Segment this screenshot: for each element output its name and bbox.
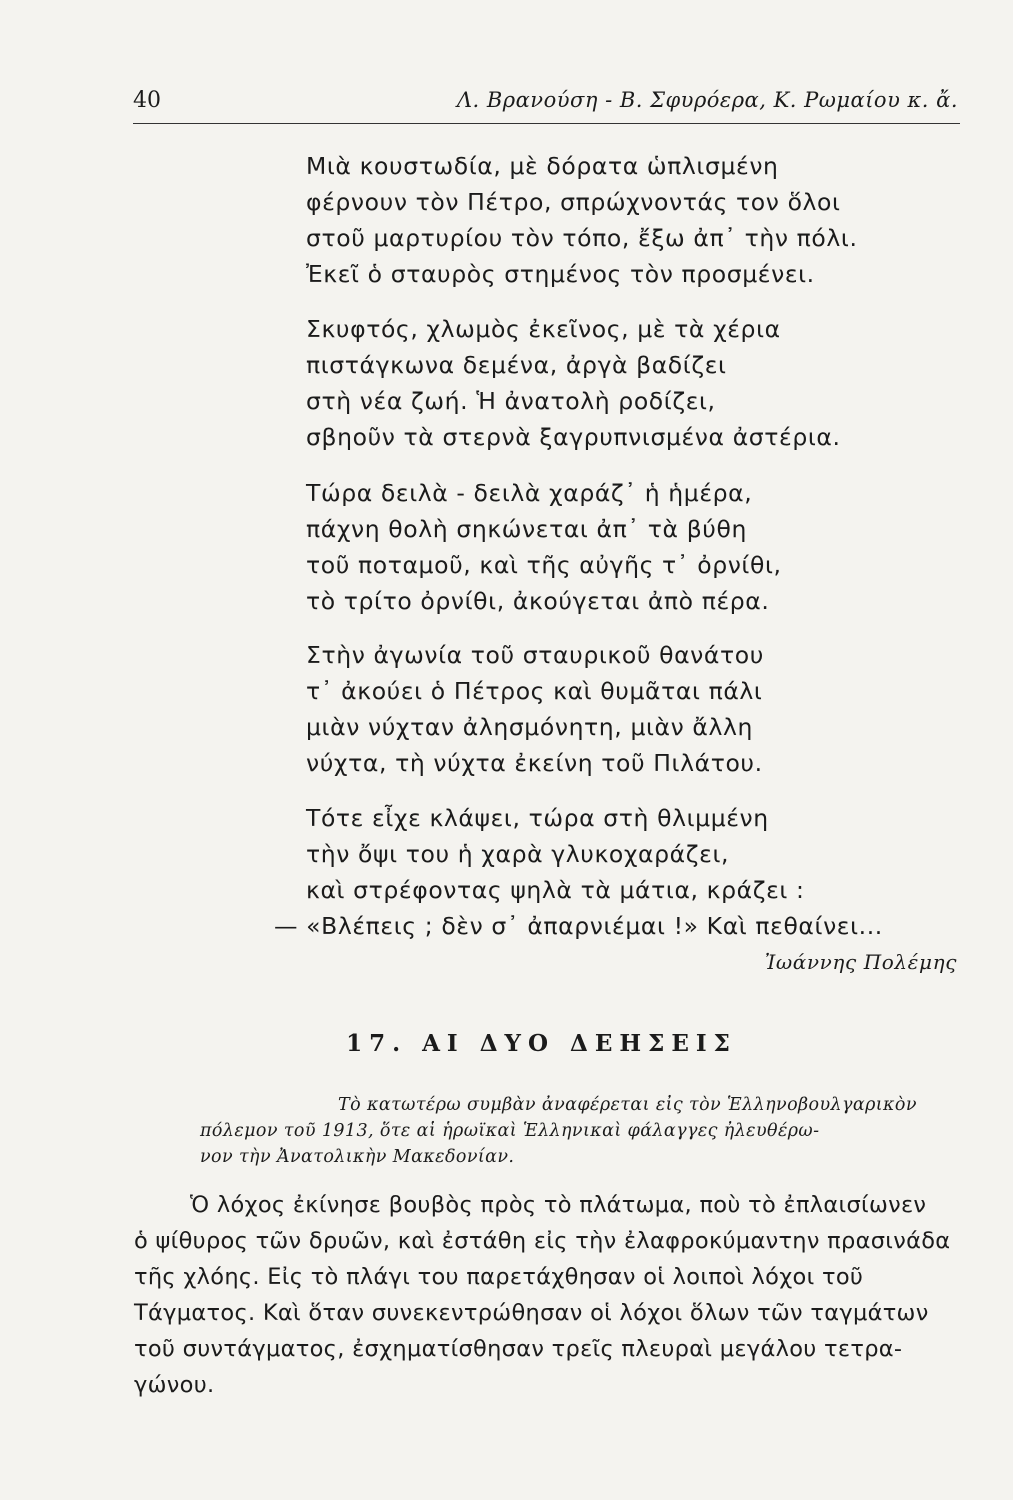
poem-line: σβηοῦν τὰ στερνὰ ξαγρυπνισμένα ἀστέρια. <box>306 423 841 451</box>
poem-line: στὴ νέα ζωή. Ἡ ἀνατολὴ ροδίζει, <box>306 387 716 415</box>
section-title-text: 17. ΑΙ ΔΥΟ ΔΕΗΣΕΙΣ <box>346 1030 737 1057</box>
poem-line: πάχνη θολὴ σηκώνεται ἀπ᾿ τὰ βύθη <box>306 515 747 543</box>
running-head: Λ. Βρανούση - Β. Σφυρόερα, Κ. Ρωμαίου κ. ἄ. <box>456 88 958 112</box>
page-header <box>133 86 960 122</box>
poem-line: τὸ τρίτο ὀρνίθι, ἀκούγεται ἀπὸ πέρα. <box>306 587 770 615</box>
prose-line: Τάγματος. Καὶ ὅταν συνεκεντρώθησαν οἱ λόχοι ὅλων τῶν ταγμάτων <box>134 1300 929 1326</box>
poem-line: στοῦ μαρτυρίου τὸν τόπο, ἔξω ἀπ᾿ τὴν πόλι. <box>306 224 858 252</box>
poem-line: Στὴν ἀγωνία τοῦ σταυρικοῦ θανάτου <box>306 641 764 669</box>
poem-line: φέρνουν τὸν Πέτρο, σπρώχνοντάς τον ὅλοι <box>306 188 841 216</box>
header-rule <box>133 123 960 124</box>
poem-author: Ἰωάννης Πολέμης <box>764 950 957 974</box>
poem-line: Ἐκεῖ ὁ σταυρὸς στημένος τὸν προσμένει. <box>306 260 815 288</box>
prose-line: τῆς χλόης. Εἰς τὸ πλάγι του παρετάχθησαν οἱ λοιποὶ λόχοι τοῦ <box>134 1264 864 1290</box>
poem-line: Σκυφτός, χλωμὸς ἐκεῖνος, μὲ τὰ χέρια <box>306 315 781 343</box>
poem-line: Μιὰ κουστωδία, μὲ δόρατα ὡπλισμένη <box>306 152 779 180</box>
poem-line: — «Βλέπεις ; δὲν σ᾿ ἀπαρνιέμαι !» Καὶ πεθαίνει... <box>274 912 883 940</box>
poem-line: τὴν ὄψι του ἡ χαρὰ γλυκοχαράζει, <box>306 840 730 868</box>
poem-line: τοῦ ποταμοῦ, καὶ τῆς αὐγῆς τ᾿ ὀρνίθι, <box>306 551 782 579</box>
prose-line: γώνου. <box>134 1372 215 1398</box>
note-line: πόλεμον τοῦ 1913, ὅτε αἱ ἡρωϊκαὶ Ἑλληνικαὶ φάλαγγες ἠλευθέρω- <box>200 1121 820 1141</box>
poem-line: πιστάγκωνα δεμένα, ἀργὰ βαδίζει <box>306 351 727 379</box>
note-line: νον τὴν Ἀνατολικὴν Μακεδονίαν. <box>200 1147 515 1167</box>
poem-line: Τότε εἶχε κλάψει, τώρα στὴ θλιμμένη <box>306 804 769 832</box>
poem-line: νύχτα, τὴ νύχτα ἐκείνη τοῦ Πιλάτου. <box>306 749 763 777</box>
poem-line: καὶ στρέφοντας ψηλὰ τὰ μάτια, κράζει : <box>306 876 805 904</box>
prose-line: τοῦ συντάγματος, ἐσχηματίσθησαν τρεῖς πλευραὶ μεγάλου τετρα- <box>134 1336 903 1362</box>
prose-line: ὁ ψίθυρος τῶν δρυῶν, καὶ ἐστάθη εἰς τὴν ἐλαφροκύμαντην πρασινάδα <box>134 1228 951 1254</box>
poem-line: Τώρα δειλὰ - δειλὰ χαράζ᾿ ἡ ἡμέρα, <box>306 479 753 507</box>
prose-line: Ὁ λόχος ἐκίνησε βουβὸς πρὸς τὸ πλάτωμα, ποὺ τὸ ἐπλαισίωνεν <box>190 1192 927 1218</box>
section-title <box>0 1030 1013 1057</box>
section-note <box>200 1092 975 1170</box>
note-line: Τὸ κατωτέρω συμβὰν ἀναφέρεται εἰς τὸν Ἑλληνοβουλγαρικὸν <box>338 1095 917 1115</box>
page-number: 40 <box>133 88 161 113</box>
poem-line: μιὰν νύχταν ἀλησμόνητη, μιὰν ἄλλη <box>306 713 754 741</box>
poem-line: τ᾿ ἀκούει ὁ Πέτρος καὶ θυμᾶται πάλι <box>306 677 763 705</box>
